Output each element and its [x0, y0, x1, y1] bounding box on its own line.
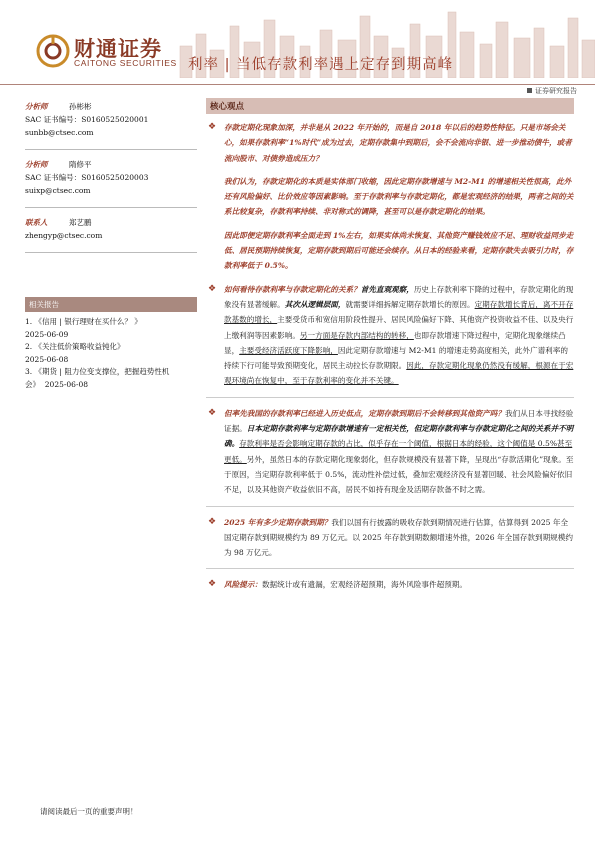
- analyst-card: 分析师 隋修平 SAC 证书编号：S0160525020003 suixp@ctsec.com: [25, 158, 197, 197]
- sidebar-divider: [25, 252, 197, 253]
- brand-name-cn: 财通证券: [74, 37, 162, 61]
- related-report-link[interactable]: 2. 《关注低价策略收益钝化》: [25, 342, 125, 351]
- risk-warning: ❖ 风险提示：数据统计或有遗漏，宏观经济超预期，海外风险事件超预期。: [206, 577, 574, 592]
- section-divider: [206, 397, 574, 398]
- analyst-email[interactable]: sunbb@ctsec.com: [25, 128, 94, 137]
- diamond-bullet-icon: ❖: [208, 579, 217, 590]
- diamond-bullet-icon: ❖: [208, 516, 217, 527]
- section-divider: [206, 568, 574, 569]
- core-paragraph-2: 我们认为，存款定期化的本质是实体部门收缩，因此定期存款增速与 M2-M1 的增速相关性很高，此外还有风险偏好、比价效应等因素影响。至于存款利率与存款定期化，都是宏观经济的结果，两者之间的关系比较复杂，存款利率持续、非对称式的调降，甚至可以是存款定期化的结果。: [224, 176, 574, 217]
- related-reports-list: [25, 316, 197, 391]
- core-paragraph-3: 因此即便定期存款利率全面走到 1%左右，如果实体尚未恢复、其他资产赚钱效应不足、理财收益同步走低、居民预期持续恢复，定期存款到期后可能还会续存。从日本的经验来看，定期存款失去吸引力时，存款利率低于 0.5%。: [224, 230, 574, 271]
- sidebar-divider: [25, 207, 197, 208]
- core-paragraph-6: ❖ 2025 年有多少定期存款到期？我们以国有行披露的吸收存款到期情况进行估算，估算得到 2025 年全国定期存款到期规模约为 89 万亿元。以 2025 年存款到期数额增速外推，2026 年全国存款到期规模约为 98 万亿元。: [208, 516, 573, 558]
- analyst-email[interactable]: suixp@ctsec.com: [25, 186, 91, 195]
- diamond-bullet-icon: ❖: [208, 283, 217, 294]
- related-reports-heading: 相关报告: [25, 297, 197, 312]
- core-paragraph-5: ❖ 但率先我国的存款利率已经进入历史低点，定期存款到期后不会转移到其他资产吗？我们从日本寻找经验证据。日本定期存款利率与定期存款增速有一定相关性，但定期存款利率与存款定期化之间的关系并不明确。存款利率是否会影响定期存款的占比，似乎存在一个阈值，根据日本的经验，这个阈值是 0.5%甚至更低。另外，虽然日本的存款定期化现象弱化，但存款规模没有显著下降，呈现出“存款活期化”现象。至于原因，当定期存款利率低于 0.5%，流动性补偿过低，叠加宏观经济没有显著回暖、社会风险偏好依旧不足，以及其他资产收益依旧不高，居民不如持有现金及活期存款备不时之需。: [208, 407, 574, 495]
- square-bullet-icon: [527, 88, 532, 93]
- disclaimer-note: 请阅读最后一页的重要声明！: [40, 807, 138, 816]
- header-divider: [0, 84, 595, 85]
- report-title: 利率 | 当低存款利率遇上定存到期高峰: [188, 57, 454, 73]
- contact-email[interactable]: zhengyp@ctsec.com: [25, 231, 103, 240]
- report-type-label: 证券研究报告: [527, 86, 577, 96]
- brand-name-en: CAITONG SECURITIES: [74, 58, 177, 68]
- related-report-date: 2025-06-09: [25, 329, 69, 339]
- core-paragraph-4: ❖ 如何看待存款利率与存款定期化的关系？首先直观观察，历史上存款利率下降的过程中，存款定期化的现象没有显著缓解。其次从逻辑层面，就需要详细拆解定期存款增长的原因。定期存款增长背后，离不开存款基数的增长，主要受货币和宽信用阶段性提升、居民风险偏好下降、其他资产投资收益不佳、以及央行上缴利润等因素影响。另一方面是存款内部结构的转移，也即存款增速下降过程中，定期化现象继续凸显，主要受经济活跃度下降影响，因此定期存款增速与 M2-M1 的增速走势高度相关，此外广谱利率的持续下行可能导致预期变化，居民主动拉长存款期限。因此，存款定期化现象仍然没有缓解，根源在于宏观环境尚在恢复中，至于存款利率的变化并不关键。: [208, 283, 574, 386]
- diamond-bullet-icon: ❖: [208, 122, 217, 132]
- sidebar-divider: [25, 149, 197, 150]
- core-views-heading: 核心观点: [206, 98, 574, 114]
- core-views-section: [206, 98, 574, 593]
- section-divider: [206, 506, 574, 507]
- diamond-bullet-icon: ❖: [208, 407, 217, 418]
- caitong-logo-icon: [36, 34, 70, 68]
- related-report-link[interactable]: 1. 《信用 | 银行理财在买什么？ 》: [25, 317, 142, 326]
- core-paragraph-1: ❖ 存款定期化现象加深，并非是从 2022 年开始的，而是自 2018 年以后的趋势性特征。只是市场会关心，如果存款利率“1%时代”成为过去，定期存款集中到期后，会不会流向非银、进一步推动债牛，或者流向股市、对债券造成压力？: [208, 122, 572, 163]
- analyst-sidebar: [25, 98, 197, 391]
- contact-card: 联系人 郑艺鹏 zhengyp@ctsec.com: [25, 216, 197, 242]
- related-report-link[interactable]: 3. 《期货 | 阻力位变支撑位，把握趋势性机会》 2025-06-08: [25, 367, 170, 389]
- related-report-date: 2025-06-08: [25, 354, 69, 364]
- analyst-card: 分析师 孙彬彬 SAC 证书编号：S0160525020001 sunbb@ctsec.com: [25, 100, 197, 139]
